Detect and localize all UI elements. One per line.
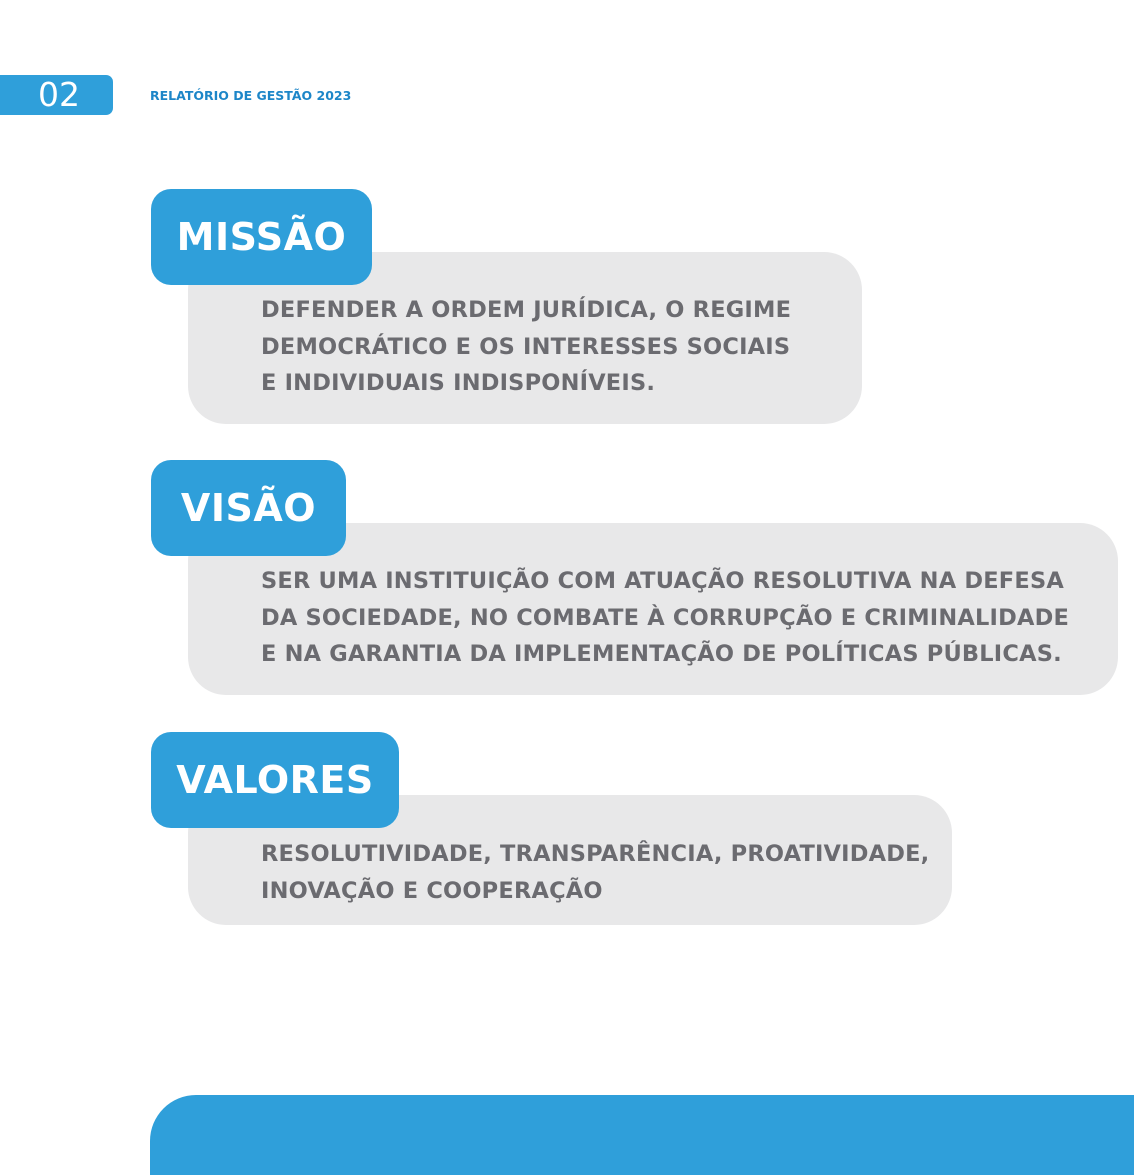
- page-number-tab: 02: [0, 75, 113, 115]
- values-text: RESOLUTIVIDADE, TRANSPARÊNCIA, PROATIVIDADE, INOVAÇÃO E COOPERAÇÃO: [261, 841, 930, 904]
- footer-band: [150, 1095, 1134, 1175]
- vision-text: SER UMA INSTITUIÇÃO COM ATUAÇÃO RESOLUTIVA NA DEFESA DA SOCIEDADE, NO COMBATE À CORRUPÇÃO E CRIMINALIDADE E NA GARANTIA DA IMPLEMENTAÇÃO DE POLÍTICAS PÚBLICAS.: [261, 568, 1070, 667]
- vision-label: VISÃO: [151, 460, 346, 556]
- mission-text: DEFENDER A ORDEM JURÍDICA, O REGIME DEMOCRÁTICO E OS INTERESSES SOCIAIS E INDIVIDUAIS INDISPONÍVEIS.: [261, 297, 792, 396]
- mission-label: MISSÃO: [151, 189, 372, 285]
- report-title: RELATÓRIO DE GESTÃO 2023: [150, 88, 352, 103]
- values-label: VALORES: [151, 732, 399, 828]
